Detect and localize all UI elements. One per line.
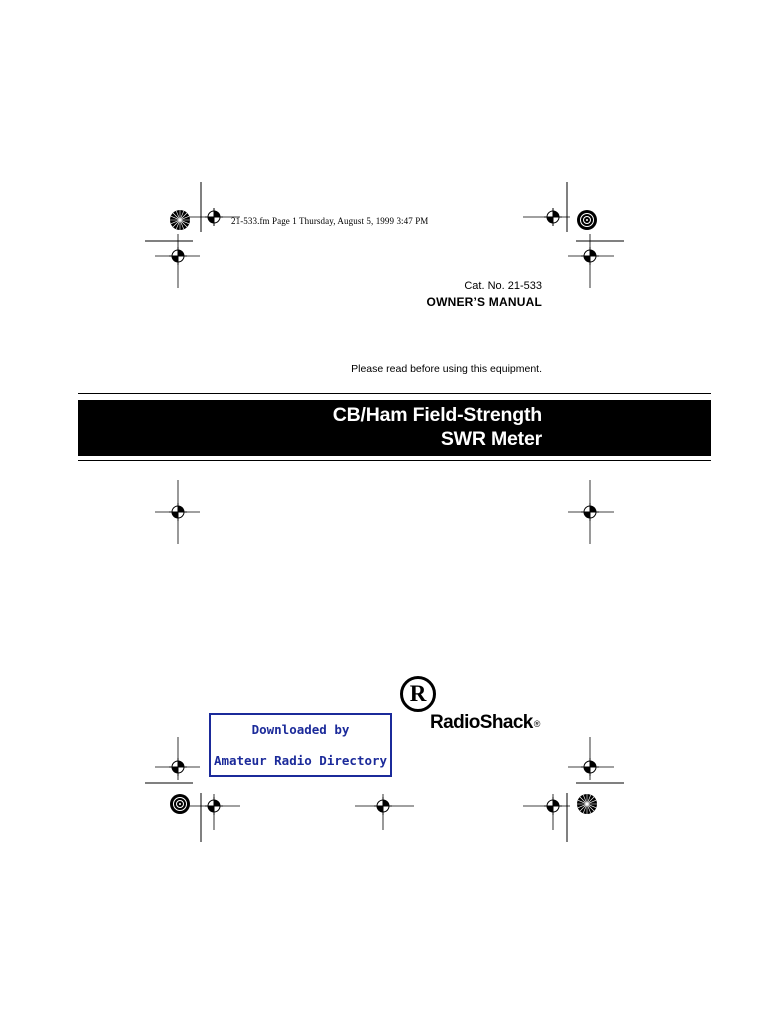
brand-name: RadioShack: [430, 712, 533, 733]
catalog-number: Cat. No. 21-533: [464, 280, 542, 292]
registered-mark-icon: R: [400, 676, 436, 712]
download-badge-line1: Downloaded by: [251, 722, 350, 737]
download-badge-line2: Amateur Radio Directory: [213, 753, 388, 768]
file-slug: 21-533.fm Page 1 Thursday, August 5, 1999 3:47 PM: [231, 216, 429, 226]
brand-registered-symbol: ®: [533, 719, 541, 729]
title-rule-bottom: [78, 460, 711, 461]
manual-label: OWNER’S MANUAL: [426, 295, 542, 309]
download-badge[interactable]: [209, 713, 392, 777]
title-rule-top: [78, 393, 711, 394]
read-notice: Please read before using this equipment.: [351, 363, 542, 375]
brand-logo: [430, 712, 540, 734]
product-title-line2: SWR Meter: [440, 428, 542, 450]
product-title-line1: CB/Ham Field-Strength: [332, 404, 542, 426]
